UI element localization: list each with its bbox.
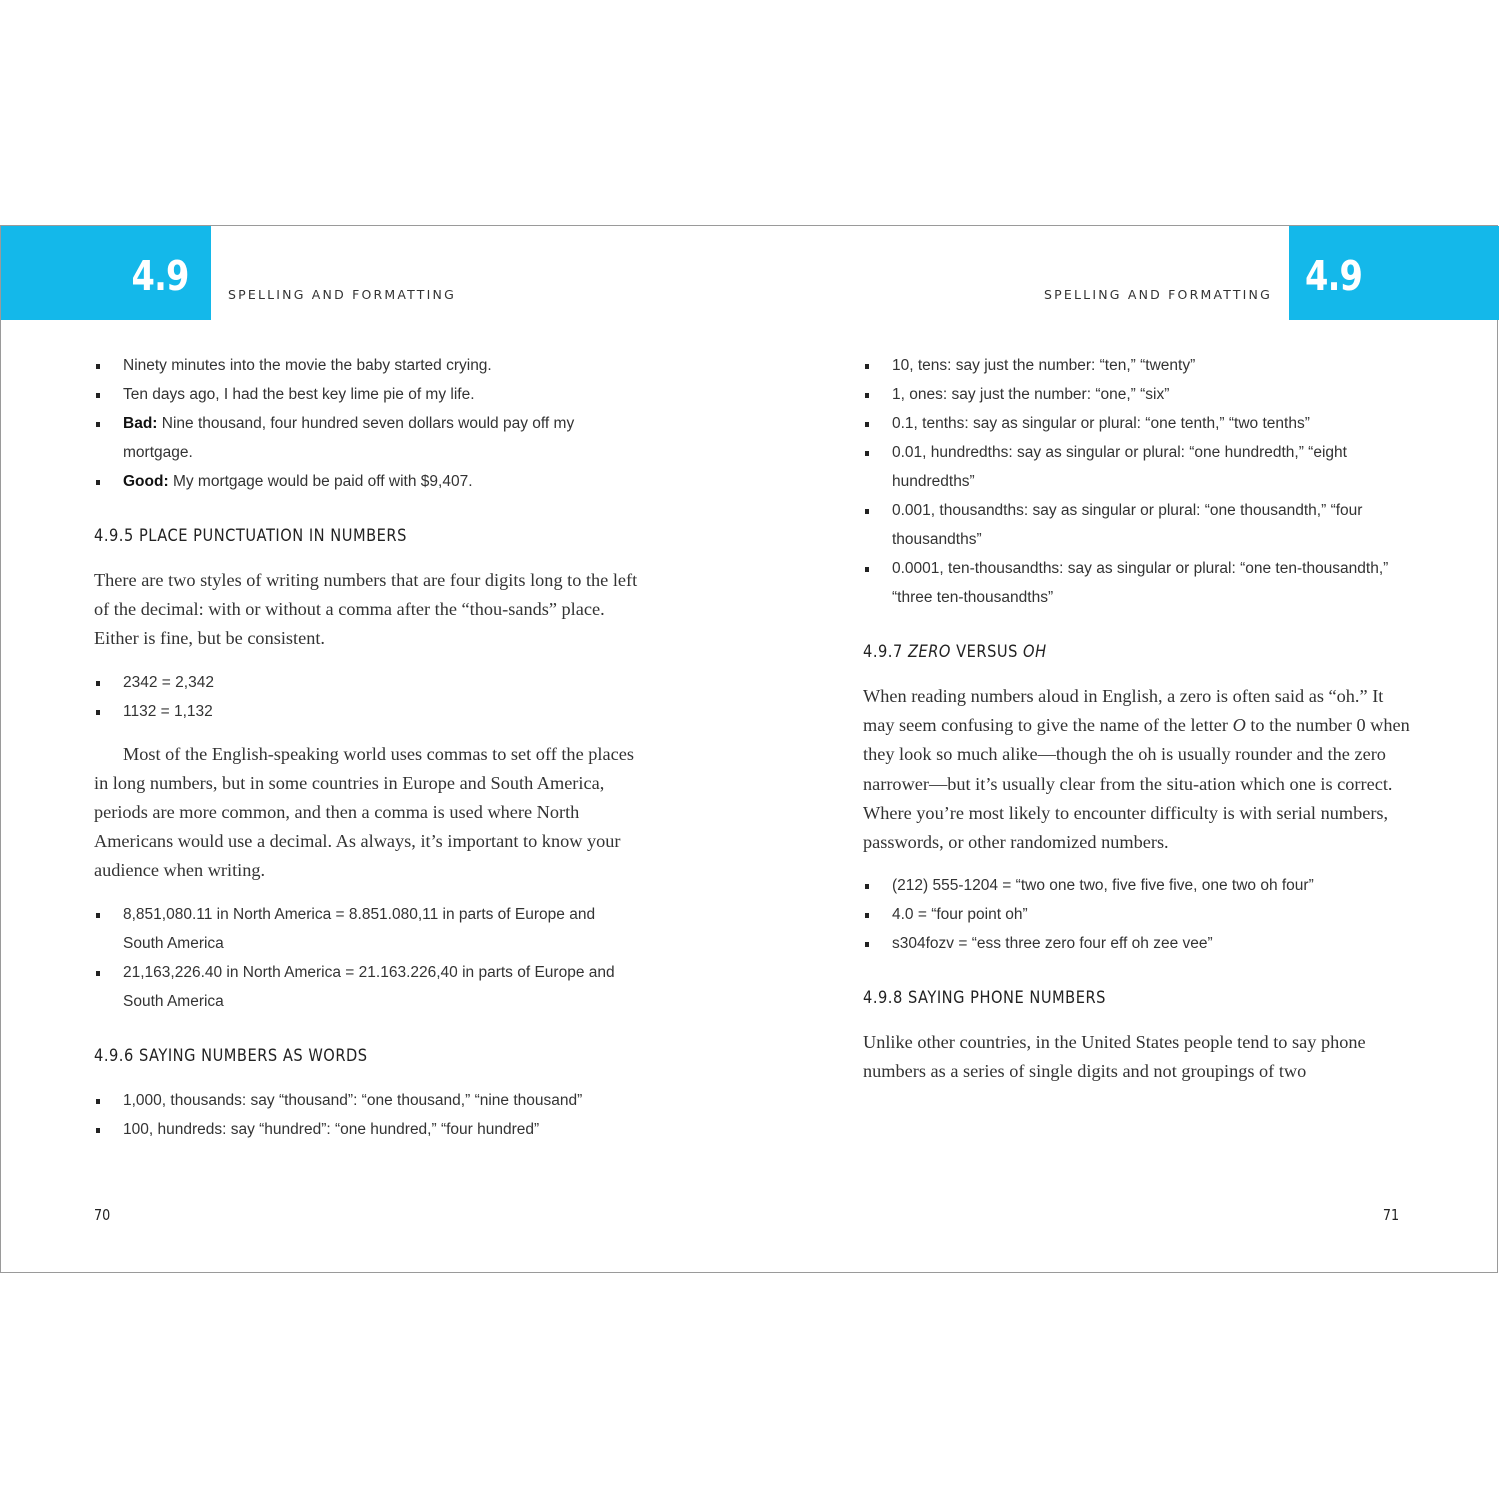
list-item: 1, ones: say just the number: “one,” “six” [863, 380, 1413, 409]
page-number: 70 [94, 1206, 111, 1224]
section-number: 4.9 [1305, 252, 1363, 300]
list-item: Good: My mortgage would be paid off with $9,407. [94, 467, 639, 496]
subheading-4-9-5: 4.9.5 PLACE PUNCTUATION IN NUMBERS [94, 526, 407, 546]
subheading-4-9-6: 4.9.6 SAYING NUMBERS AS WORDS [94, 1045, 368, 1066]
bullet-list [94, 668, 639, 726]
right-page-content [863, 351, 1413, 1087]
section-number-chip [1289, 226, 1499, 320]
body-paragraph: Most of the English-speaking world uses commas to set off the places in long numbers, but in some countries in Europe and South America, periods are more common, and then a comma is used where North Americans would use a decimal. As always, it’s important to know your audience when writing. [94, 743, 634, 881]
body-paragraph: When reading numbers aloud in English, a zero is often said as “oh.” It may seem confusing to give the name of the letter O to the number 0 when they look so much alike—though the oh is usually rounder and the zero narrower—but it’s usually clear from the situ-ation which one is correct. Where you’re most likely to encounter difficulty is with serial numbers, passwords, or other randomized numbers. [863, 686, 1410, 853]
list-item: 2342 = 2,342 [94, 668, 639, 697]
list-item: 10, tens: say just the number: “ten,” “twenty” [863, 351, 1413, 380]
good-label: Good: [123, 473, 169, 490]
list-item: Ten days ago, I had the best key lime pie of my life. [94, 380, 639, 409]
bullet-list [863, 871, 1413, 958]
list-item: 100, hundreds: say “hundred”: “one hundred,” “four hundred” [94, 1115, 639, 1144]
book-spread [0, 225, 1498, 1273]
left-page [1, 226, 750, 1272]
body-paragraph: There are two styles of writing numbers that are four digits long to the left of the decimal: with or without a comma after the “thou-sands” place. Either is fine, but be consistent. [94, 570, 638, 649]
page-number: 71 [1382, 1206, 1399, 1224]
body-paragraph: Unlike other countries, in the United States people tend to say phone numbers as a series of single digits and not groupings of two [863, 1032, 1366, 1082]
section-number: 4.9 [131, 252, 189, 300]
list-item: 0.1, tenths: say as singular or plural: “one tenth,” “two tenths” [863, 409, 1413, 438]
subheading-4-9-8: 4.9.8 SAYING PHONE NUMBERS [863, 988, 1106, 1009]
bullet-list [94, 1086, 639, 1144]
section-number-chip [1, 226, 211, 320]
subheading-4-9-7: 4.9.7 ZERO VERSUS OH [863, 642, 1047, 662]
list-item: 1,000, thousands: say “thousand”: “one thousand,” “nine thousand” [94, 1086, 639, 1115]
bullet-list [94, 900, 639, 1016]
list-item: 21,163,226.40 in North America = 21.163.226,40 in parts of Europe and South America [94, 958, 639, 1016]
list-item: Ninety minutes into the movie the baby started crying. [94, 351, 639, 380]
list-item: 1132 = 1,132 [94, 697, 639, 726]
list-item: 8,851,080.11 in North America = 8.851.080,11 in parts of Europe and South America [94, 900, 639, 958]
list-item: Bad: Nine thousand, four hundred seven dollars would pay off my mortgage. [94, 409, 639, 467]
list-item: 0.001, thousandths: say as singular or plural: “one thousandth,” “four thousandths” [863, 496, 1413, 554]
running-head: SPELLING AND FORMATTING [228, 287, 456, 302]
right-page [750, 226, 1499, 1272]
list-item: s304fozv = “ess three zero four eff oh zee vee” [863, 929, 1413, 958]
bullet-list [863, 351, 1413, 612]
left-page-content [94, 351, 639, 1144]
list-item: 0.0001, ten-thousandths: say as singular or plural: “one ten-thousandth,” “three ten-thousandths” [863, 554, 1413, 612]
list-item: 0.01, hundredths: say as singular or plural: “one hundredth,” “eight hundredths” [863, 438, 1413, 496]
running-head: SPELLING AND FORMATTING [1044, 287, 1272, 302]
list-item: (212) 555-1204 = “two one two, five five five, one two oh four” [863, 871, 1413, 900]
list-item: 4.0 = “four point oh” [863, 900, 1413, 929]
bullet-list [94, 351, 639, 496]
bad-label: Bad: [123, 415, 158, 432]
